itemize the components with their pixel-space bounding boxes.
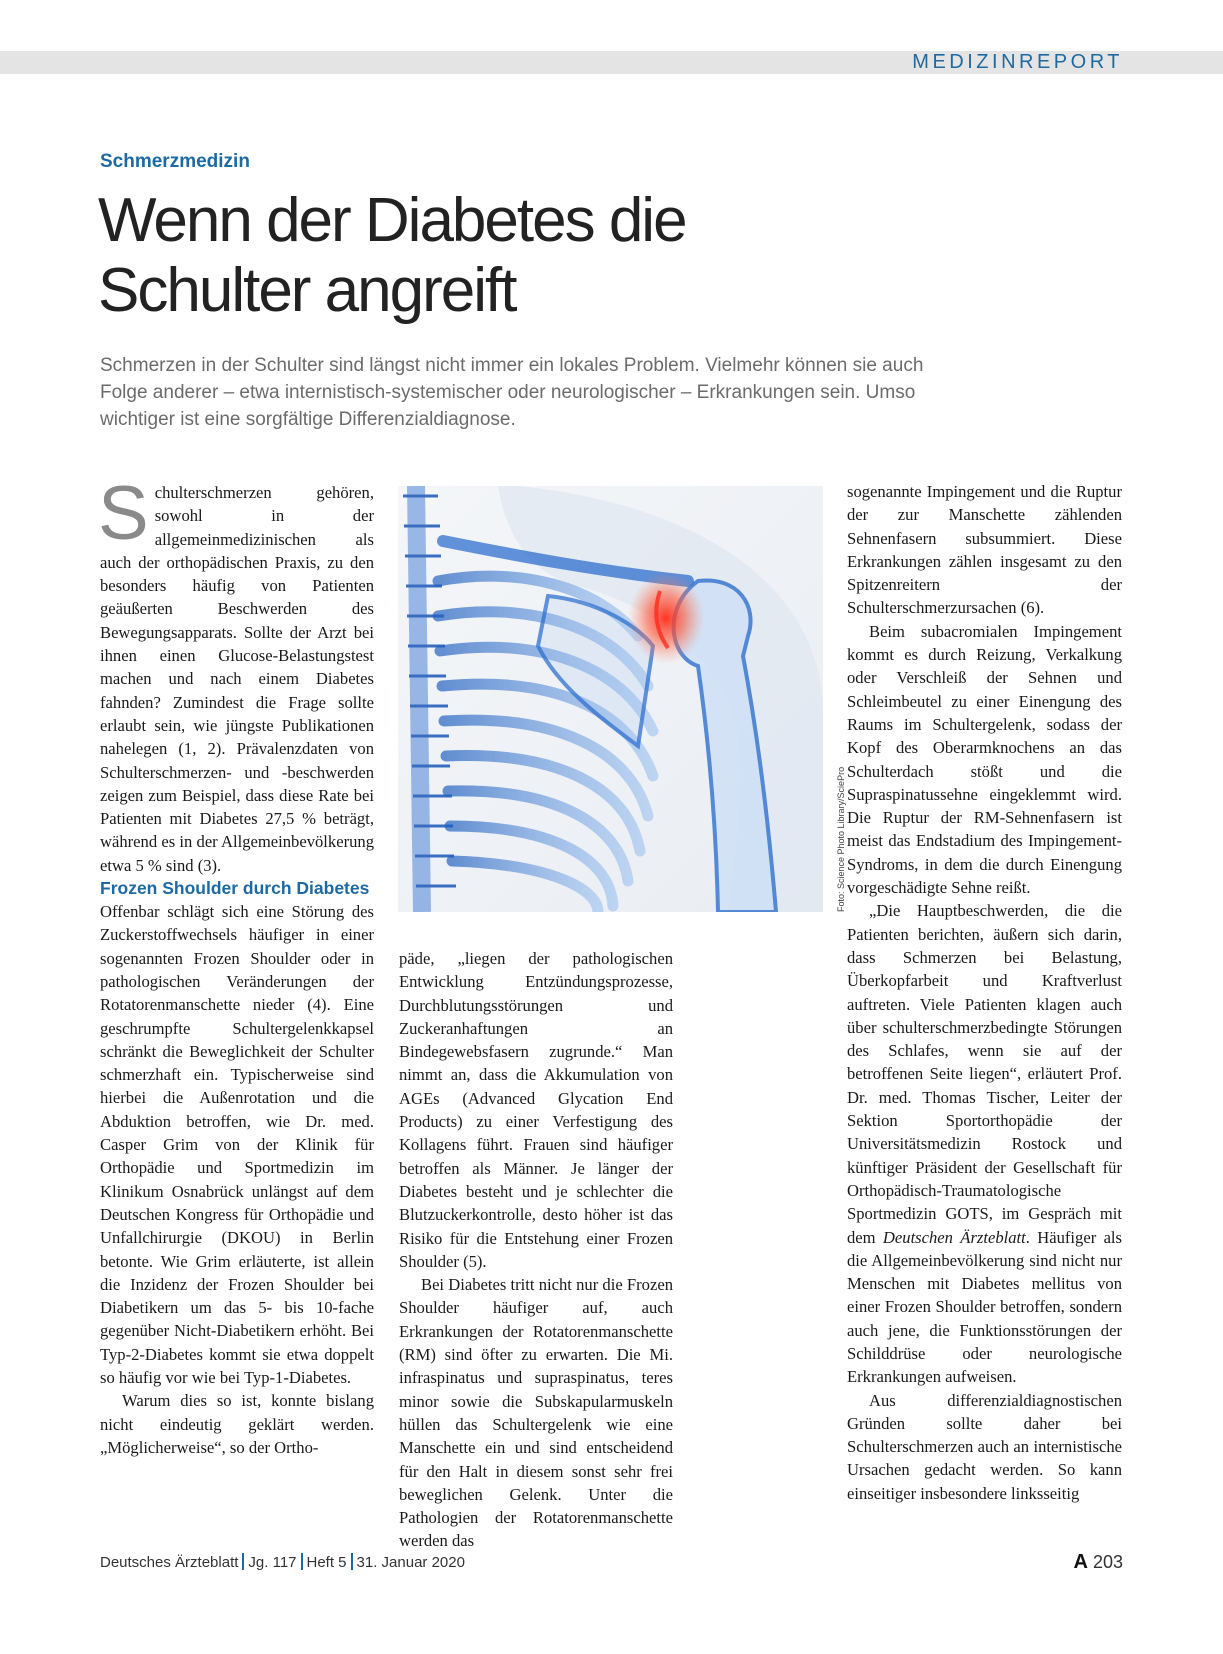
headline-line-1: Wenn der Diabetes die [98,186,686,255]
volume: Jg. 117 [248,1554,297,1571]
footer-separator [351,1553,353,1570]
section-label: MEDIZINREPORT [912,51,1123,73]
section-subheading: Frozen Shoulder durch Diabetes [100,878,370,899]
paragraph-text: chulterschmerzen gehören, sowohl in der allgemeinmedizinischen als auch der orthopädischen Praxis, zu den besonders häufig von Patienten geäußerten Beschwerden des Bewegungsapparats. Sollte der Arzt bei ihnen einen Glucose-Belastungstest machen und nach einem Diabetes fahnden? Zumindest die Frage sollte erlaubt sein, wie jüngste Publikationen nahelegen (1, 2). Prävalenzdaten von Schulterschmerzen- und -beschwerden zeigen zum Beispiel, dass diese Rate bei Patienten mit Diabetes 27,5 % beträgt, während es in der Allgemeinbevölkerung etwa 5 % sind (3). [100,483,374,875]
paragraph: Warum dies so ist, konnte bislang nicht eindeutig geklärt werden. „Möglicherweise“, so der Ortho- [100,1391,374,1457]
text-column-1 [98,471,374,1459]
page-footer [100,1553,465,1573]
article-lead: Schmerzen in der Schulter sind längst nicht immer ein lokales Problem. Vielmehr können sie auch Folge anderer – etwa internistisch-systemischer oder neurologischer – Erkrankungen sein. Umso wichtiger ist eine sorgfältige Differenzialdiagnose. [100,355,924,430]
paragraph: päde, „liegen der pathologischen Entwicklung Entzündungsprozesse, Durchblutungsstörungen und Zuckeranhaftungen an Bindegewebsfasern zugrunde.“ Man nimmt an, dass die Akkumulation von AGEs (Advanced Glycation End Products) zu einer Verfestigung des Kollagens führt. Frauen sind häufiger betroffen als Männer. Je länger der Diabetes besteht und je schlechter die Blutzuckerkontrolle, desto höher ist das Risiko für die Entstehung einer Frozen Shoulder (5). [399,949,673,1271]
paragraph: Offenbar schlägt sich eine Störung des Zuckerstoffwechsels häufiger in einer sogenannten Frozen Shoulder oder in pathologischen Veränderungen der Rotatorenmanschette nieder (4). Eine geschrumpfte Schultergelenkkapsel schränkt die Beweglichkeit der Schulter schmerzhaft ein. Typischerweise sind hierbei die Außenrotation und die Abduktion betroffen, wie Dr. med. Casper Grim von der Klinik für Orthopädie und Sportmedizin im Klinikum Osnabrück unlängst auf dem Deutschen Kongress für Orthopädie und Unfallchirurgie (DKOU) in Berlin betonte. Wie Grim erläuterte, ist allein die Inzidenz der Frozen Shoulder bei Diabetikern um das 5- bis 10-fache gegenüber Nicht-Diabetikern erhöht. Bei Typ-2-Diabetes kommt sie etwa doppelt so häufig vor wie bei Typ-1-Diabetes. [100,902,374,1387]
paragraph-text: „Die Hauptbeschwerden, die die Patienten berichten, äußern sich darin, dass Schmerzen bei Belastung, Überkopfarbeit und Kraftverlust auftreten. Viele Patienten klagen auch über schulterschmerzbedingte Störungen des Schlafes, wenn sie auf der betroffenen Seite liegen“, erläutert Prof. Dr. med. Thomas Tischer, Leiter der Sektion Sportorthopädie der Universitätsmedizin Rostock und künftiger Präsident der Gesellschaft für Orthopädisch-Traumatologische Sportmedizin GOTS, im Gespräch mit dem [847,901,1122,1247]
inflammation-highlight [628,572,704,664]
issue-date: 31. Januar 2020 [356,1554,465,1571]
headline-line-2: Schulter angreift [98,256,516,325]
paragraph: sogenannte Impingement und die Ruptur der zur Manschette zählenden Sehnenfasern subsummiert. Diese Erkrankungen zählen insgesamt zu den Spitzenreitern der Schulterschmerzursachen (6). [847,482,1122,618]
paragraph [847,899,1122,1388]
paragraph [98,471,374,877]
text-column-3 [847,480,1122,1505]
article-kicker: Schmerzmedizin [100,151,250,172]
dropcap: S [98,471,149,556]
journal-name: Deutsches Ärzteblatt [100,1554,239,1571]
issue: Heft 5 [306,1554,347,1571]
paragraph-text: . Häufiger als die Allgemeinbevölkerung sind nicht nur Menschen mit Diabetes mellitus von einer Frozen Shoulder betroffen, sondern auch jene, die Funktionsstörungen der Schilddrüse oder neurologische Erkrankungen aufweisen. [847,1227,1123,1387]
paragraph: Aus differenzialdiagnostischen Gründen sollte daher bei Schulterschmerzen auch an internistische Ursachen gedacht werden. So kann einseitiger insbesondere linksseitig [847,1390,1122,1503]
paragraph: Beim subacromialen Impingement kommt es durch Reizung, Verkalkung oder Verschleiß der Sehnen und Schleimbeutel zu einer Einengung des Raums im Schultergelenk, sodass der Kopf des Oberarmknochens an das Schulterdach stößt und die Supraspinatussehne eingeklemmt wird. Die Ruptur der RM-Sehnenfasern ist meist das Endstadium des Impingement-Syndroms, in dem die durch Einengung vorgeschädigte Sehne reißt. [847,621,1122,898]
paragraph: Bei Diabetes tritt nicht nur die Frozen Shoulder häufiger auf, auch Erkrankungen der Rotatorenmanschette (RM) sind öfter zu erwarten. Die Mi. infraspinatus und supraspinatus, teres minor sowie die Subskapularmuskeln hüllen das Schultergelenk wie eine Manschette ein und sind entscheidend für den Halt in diesem sonst sehr frei beweglichen Gelenk. Unter die Pathologien der Rotatorenmanschette werden das [399,1275,673,1551]
photo-credit: Foto: Science Photo Library/SciePro [836,766,846,912]
page-number-value: 203 [1092,1552,1123,1572]
footer-separator [242,1553,244,1570]
page-number [1073,1550,1123,1574]
footer-separator [301,1553,303,1570]
page-prefix: A [1073,1551,1088,1573]
text-column-2 [399,947,673,1553]
shoulder-skeleton-image [398,486,823,912]
journal-name-italic: Deutschen Ärzteblatt [882,1227,1026,1247]
article-headline [98,186,898,326]
